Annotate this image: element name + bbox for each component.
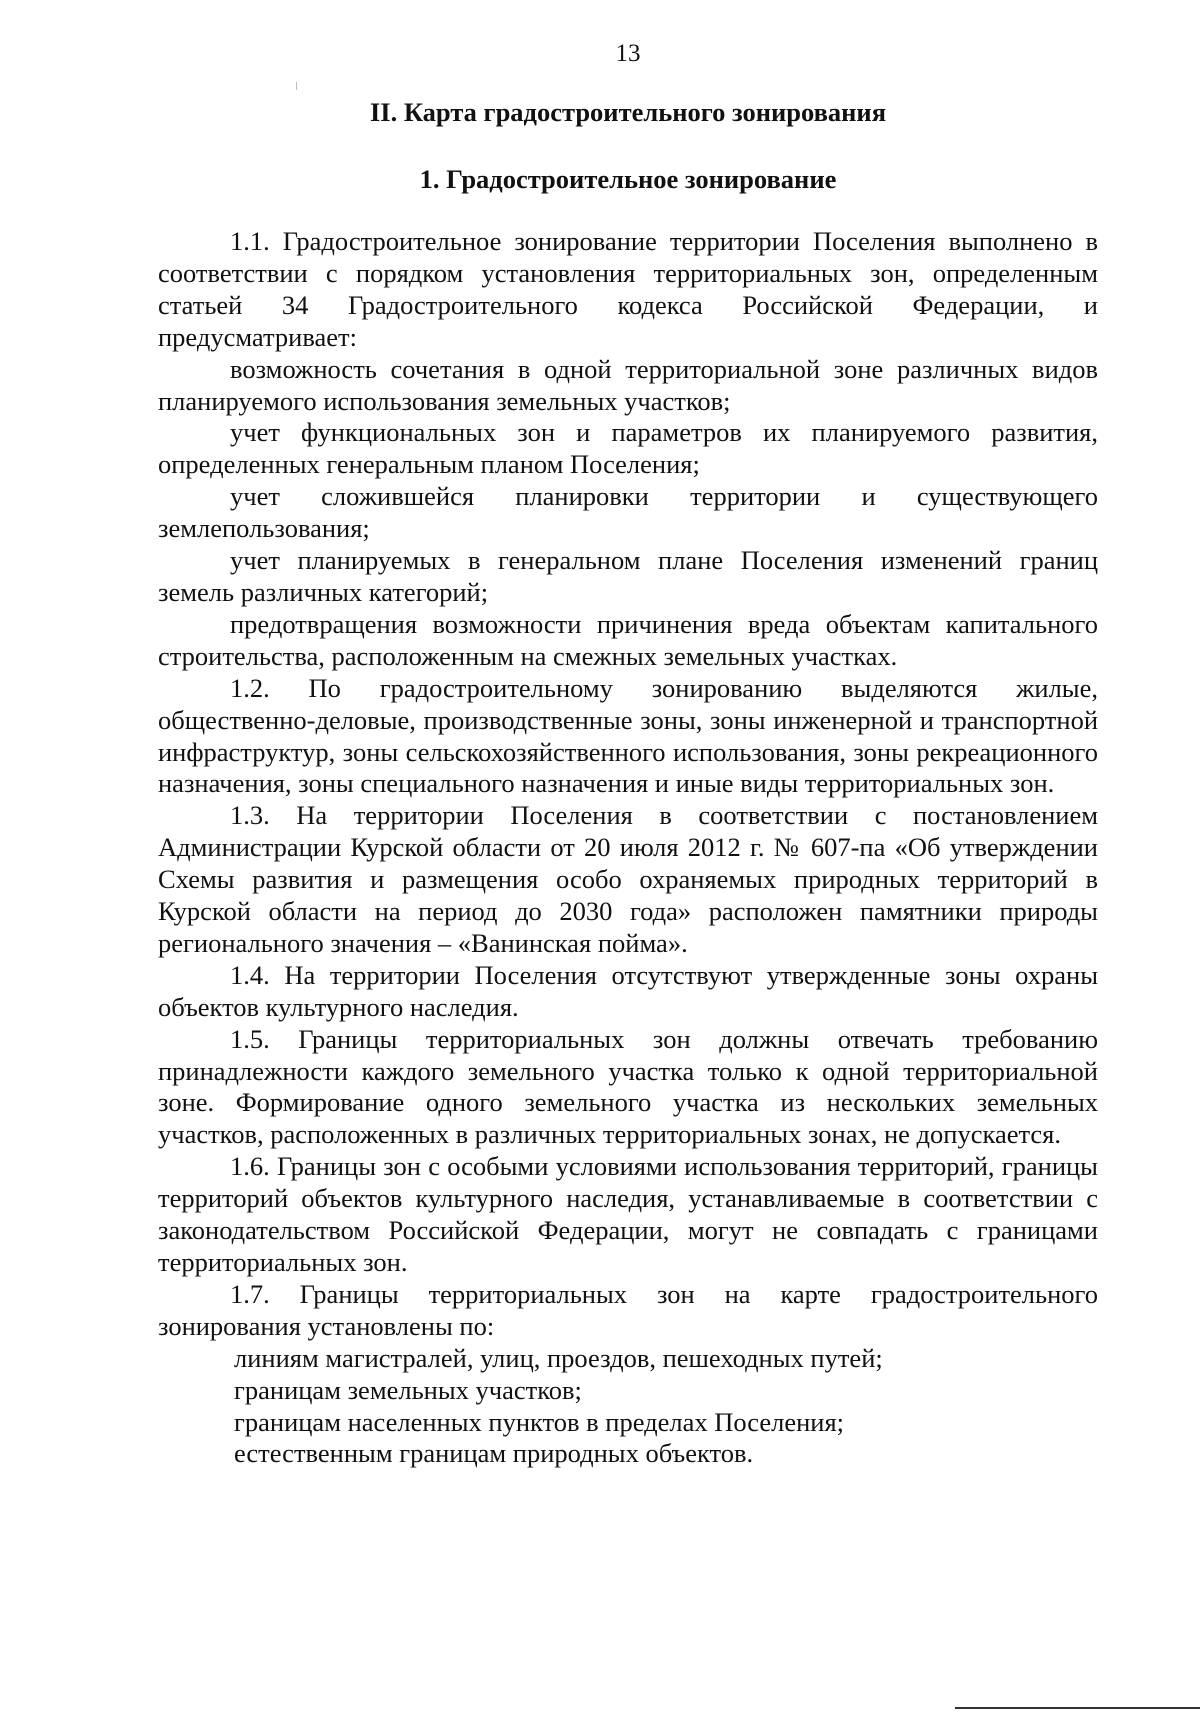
boundary-list-item-natural-objects: естественным границам природных объектов.	[234, 1438, 754, 1469]
boundary-list-item-land-plots: границам земельных участков;	[234, 1374, 582, 1405]
list-item-combination: возможность сочетания в одной территориальной зоне различных видов планируемого использования земельных участков;	[158, 353, 1098, 416]
paragraph-1-3: 1.3. На территории Поселения в соответствии с постановлением Администрации Курской области от 20 июля 2012 г. № 607-па «Об утверждении Схемы развития и размещения особо охраняемых природных территорий в Курской области на период до 2030 года» расположен памятники природы регионального значения – «Ванинская пойма».	[158, 800, 1098, 958]
page-number: 13	[615, 40, 641, 67]
scan-artifact-mark	[296, 82, 297, 90]
section-title: II. Карта градостроительного зонирования	[369, 97, 887, 127]
paragraph-1-5: 1.5. Границы территориальных зон должны отвечать требованию принадлежности каждого земельного участка только к одной территориальной зоне. Формирование одного земельного участка из нескольких земельных участков, расположенных в различных территориальных зонах, не допускается.	[158, 1023, 1098, 1150]
list-item-harm-prevention: предотвращения возможности причинения вреда объектам капитального строительства, расположенным на смежных земельных участках.	[158, 608, 1098, 671]
paragraph-1-6: 1.6. Границы зон с особыми условиями использования территорий, границы территорий объектов культурного наследия, устанавливаемые в соответствии с законодательством Российской Федерации, могут не совпадать с границами территориальных зон.	[158, 1151, 1098, 1277]
subsection-title: 1. Градостроительное зонирование	[419, 164, 837, 194]
list-item-planned-changes: учет планируемых в генеральном плане Поселения изменений границ земель различных категорий;	[158, 545, 1098, 607]
list-item-existing-layout: учет сложившейся планировки территории и существующего землепользования;	[158, 481, 1098, 544]
boundary-list-item-settlements: границам населенных пунктов в пределах Поселения;	[234, 1406, 845, 1437]
paragraph-1-7: 1.7. Границы территориальных зон на карте градостроительного зонирования установлены по:	[158, 1278, 1098, 1341]
bottom-rule-line	[955, 1707, 1200, 1709]
document-body	[158, 226, 1098, 1470]
paragraph-1-2: 1.2. По градостроительному зонированию выделяются жилые, общественно-деловые, производственные зоны, зоны инженерной и транспортной инфраструктур, зоны сельскохозяйственного использования, зоны рекреационного назначения, зоны специального назначения и иные виды территориальных зон.	[158, 672, 1098, 799]
list-item-functional-zones: учет функциональных зон и параметров их планируемого развития, определенных генеральным планом Поселения;	[158, 417, 1098, 480]
paragraph-1-1: 1.1. Градостроительное зонирование территории Поселения выполнено в соответствии с порядком установления территориальных зон, определенным статьей 34 Градостроительного кодекса Российской Федерации, и предусматривает:	[158, 226, 1098, 352]
paragraph-1-4: 1.4. На территории Поселения отсутствуют утвержденные зоны охраны объектов культурного наследия.	[158, 959, 1098, 1022]
boundary-list-item-roads: линиям магистралей, улиц, проездов, пешеходных путей;	[234, 1342, 883, 1373]
